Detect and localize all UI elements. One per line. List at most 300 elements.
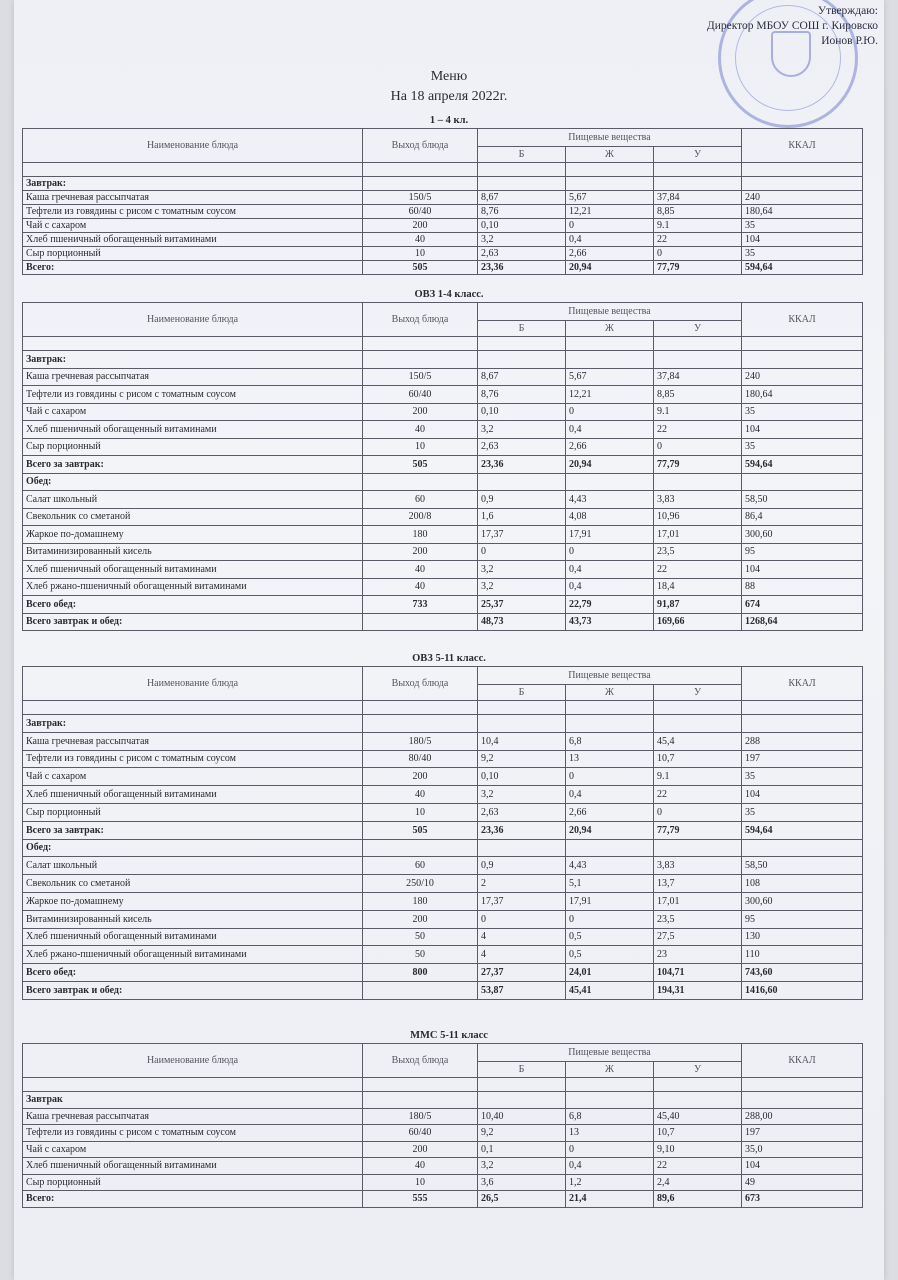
protein-value: 0 [478, 910, 566, 928]
protein-value: 8,67 [478, 368, 566, 386]
protein-value [478, 1092, 566, 1109]
spacer-cell [23, 337, 363, 351]
menu-table [22, 302, 863, 631]
kcal-value: 104 [742, 1158, 863, 1175]
header-nutrients: Пищевые вещества [478, 303, 742, 321]
spacer-cell [566, 337, 654, 351]
dish-output: 80/40 [363, 750, 478, 768]
protein-value: 17,37 [478, 526, 566, 544]
dish-output: 10 [363, 247, 478, 261]
total-row [23, 839, 863, 857]
carb-value: 8,85 [654, 386, 742, 404]
dish-output [363, 839, 478, 857]
header-u: У [654, 321, 742, 337]
protein-value: 27,37 [478, 964, 566, 982]
table-row [23, 247, 863, 261]
kcal-value: 35,0 [742, 1141, 863, 1158]
kcal-value: 110 [742, 946, 863, 964]
table-row [23, 191, 863, 205]
protein-value: 2,63 [478, 247, 566, 261]
dish-output: 505 [363, 456, 478, 474]
kcal-value [742, 351, 863, 369]
table-row [23, 750, 863, 768]
dish-name: Завтрак [23, 1092, 363, 1109]
dish-name: Всего завтрак и обед: [23, 981, 363, 999]
dish-name: Салат школьный [23, 491, 363, 509]
fat-value: 0,4 [566, 786, 654, 804]
table-row [23, 368, 863, 386]
kcal-value: 674 [742, 596, 863, 614]
spacer-cell [478, 163, 566, 177]
total-row [23, 715, 863, 733]
dish-output: 10 [363, 803, 478, 821]
kcal-value: 594,64 [742, 456, 863, 474]
protein-value: 4 [478, 946, 566, 964]
kcal-value: 240 [742, 368, 863, 386]
dish-name: Жаркое по-домашнему [23, 892, 363, 910]
dish-name: Хлеб пшеничный обогащенный витаминами [23, 561, 363, 579]
kcal-value: 240 [742, 191, 863, 205]
carb-value: 45,4 [654, 732, 742, 750]
header-kcal: ККАЛ [742, 667, 863, 701]
fat-value [566, 1092, 654, 1109]
dish-name: Свекольник со сметаной [23, 508, 363, 526]
approval-title: Утверждаю: [817, 5, 878, 17]
approval-signature: Ионов Р.Ю. [821, 35, 878, 47]
header-row [23, 667, 863, 685]
protein-value: 9,2 [478, 750, 566, 768]
kcal-value: 58,50 [742, 857, 863, 875]
kcal-value: 35 [742, 438, 863, 456]
dish-output [363, 981, 478, 999]
spacer-row [23, 1078, 863, 1092]
fat-value: 5,67 [566, 191, 654, 205]
fat-value: 43,73 [566, 613, 654, 631]
section-label: ММС 5-11 класс [410, 1030, 488, 1041]
fat-value: 0,4 [566, 233, 654, 247]
table-row [23, 732, 863, 750]
dish-name: Тефтели из говядины с рисом с томатным соусом [23, 386, 363, 404]
kcal-value: 35 [742, 219, 863, 233]
spacer-cell [478, 701, 566, 715]
fat-value [566, 473, 654, 491]
carb-value: 9.1 [654, 403, 742, 421]
carb-value: 37,84 [654, 368, 742, 386]
kcal-value: 104 [742, 421, 863, 439]
protein-value: 23,36 [478, 261, 566, 275]
carb-value: 2,4 [654, 1174, 742, 1191]
carb-value: 194,31 [654, 981, 742, 999]
dish-name: Всего: [23, 1191, 363, 1208]
dish-name: Сыр порционный [23, 1174, 363, 1191]
spacer-cell [654, 1078, 742, 1092]
dish-output: 180/5 [363, 732, 478, 750]
section-label: ОВЗ 1-4 класс. [414, 289, 484, 300]
protein-value: 0,1 [478, 1141, 566, 1158]
protein-value: 0,10 [478, 219, 566, 233]
kcal-value: 594,64 [742, 261, 863, 275]
spacer-cell [23, 163, 363, 177]
protein-value: 8,76 [478, 386, 566, 404]
header-output: Выход блюда [363, 667, 478, 701]
table-row [23, 233, 863, 247]
kcal-value: 88 [742, 578, 863, 596]
dish-output: 60 [363, 857, 478, 875]
header-kcal: ККАЛ [742, 1044, 863, 1078]
carb-value [654, 473, 742, 491]
header-row [23, 129, 863, 147]
dish-name: Витаминизированный кисель [23, 910, 363, 928]
approval-block [618, 4, 878, 49]
dish-output: 60/40 [363, 1125, 478, 1142]
dish-name: Всего обед: [23, 596, 363, 614]
kcal-value: 86,4 [742, 508, 863, 526]
spacer-row [23, 163, 863, 177]
fat-value: 13 [566, 1125, 654, 1142]
table-row [23, 892, 863, 910]
fat-value: 0,4 [566, 561, 654, 579]
dish-output: 733 [363, 596, 478, 614]
header-kcal: ККАЛ [742, 303, 863, 337]
carb-value: 22 [654, 786, 742, 804]
protein-value [478, 715, 566, 733]
protein-value: 9,2 [478, 1125, 566, 1142]
table-row [23, 1174, 863, 1191]
protein-value: 2,63 [478, 803, 566, 821]
table-row [23, 946, 863, 964]
dish-name: Хлеб пшеничный обогащенный витаминами [23, 928, 363, 946]
carb-value: 10,96 [654, 508, 742, 526]
fat-value: 0,5 [566, 946, 654, 964]
header-output: Выход блюда [363, 1044, 478, 1078]
fat-value: 5,1 [566, 875, 654, 893]
dish-name: Салат школьный [23, 857, 363, 875]
kcal-value: 104 [742, 561, 863, 579]
dish-name: Хлеб ржано-пшеничный обогащенный витаминами [23, 946, 363, 964]
dish-output: 200 [363, 768, 478, 786]
dish-name: Обед: [23, 839, 363, 857]
carb-value: 17,01 [654, 526, 742, 544]
carb-value: 9,10 [654, 1141, 742, 1158]
carb-value: 8,85 [654, 205, 742, 219]
carb-value: 3,83 [654, 491, 742, 509]
fat-value: 2,66 [566, 803, 654, 821]
fat-value: 17,91 [566, 526, 654, 544]
carb-value: 169,66 [654, 613, 742, 631]
table-row [23, 928, 863, 946]
carb-value [654, 351, 742, 369]
table-row [23, 403, 863, 421]
dish-output: 200/8 [363, 508, 478, 526]
fat-value: 5,67 [566, 368, 654, 386]
dish-name: Тефтели из говядины с рисом с томатным соусом [23, 750, 363, 768]
spacer-cell [742, 163, 863, 177]
dish-name: Всего обед: [23, 964, 363, 982]
dish-name: Каша гречневая рассыпчатая [23, 368, 363, 386]
protein-value [478, 473, 566, 491]
dish-output: 200 [363, 403, 478, 421]
spacer-cell [566, 1078, 654, 1092]
carb-value [654, 715, 742, 733]
header-zh: Ж [566, 321, 654, 337]
total-row [23, 456, 863, 474]
spacer-cell [654, 163, 742, 177]
kcal-value [742, 473, 863, 491]
table-row [23, 768, 863, 786]
fat-value: 0 [566, 403, 654, 421]
protein-value: 8,67 [478, 191, 566, 205]
dish-name: Сыр порционный [23, 247, 363, 261]
dish-output: 250/10 [363, 875, 478, 893]
header-nutrients: Пищевые вещества [478, 1044, 742, 1062]
dish-name: Чай с сахаром [23, 403, 363, 421]
total-row [23, 351, 863, 369]
dish-name: Завтрак: [23, 177, 363, 191]
dish-output [363, 715, 478, 733]
table-row [23, 1125, 863, 1142]
dish-output [363, 177, 478, 191]
spacer-cell [742, 1078, 863, 1092]
carb-value: 0 [654, 803, 742, 821]
protein-value: 3,2 [478, 421, 566, 439]
table-row [23, 803, 863, 821]
total-row [23, 1191, 863, 1208]
dish-output: 10 [363, 1174, 478, 1191]
dish-name: Всего: [23, 261, 363, 275]
approval-position: Директор МБОУ СОШ г. Кировско [706, 20, 878, 32]
carb-value: 22 [654, 561, 742, 579]
fat-value: 2,66 [566, 438, 654, 456]
kcal-value [742, 1092, 863, 1109]
fat-value: 0 [566, 768, 654, 786]
fat-value: 2,66 [566, 247, 654, 261]
total-row [23, 177, 863, 191]
carb-value: 37,84 [654, 191, 742, 205]
table-row [23, 857, 863, 875]
carb-value: 77,79 [654, 261, 742, 275]
carb-value [654, 839, 742, 857]
spacer-cell [654, 337, 742, 351]
kcal-value: 108 [742, 875, 863, 893]
dish-name: Хлеб пшеничный обогащенный витаминами [23, 1158, 363, 1175]
fat-value: 0 [566, 543, 654, 561]
protein-value: 3,2 [478, 786, 566, 804]
spacer-cell [363, 337, 478, 351]
dish-name: Сыр порционный [23, 438, 363, 456]
total-row [23, 613, 863, 631]
carb-value: 23,5 [654, 910, 742, 928]
dish-name: Витаминизированный кисель [23, 543, 363, 561]
carb-value: 91,87 [654, 596, 742, 614]
total-row [23, 1092, 863, 1109]
fat-value: 4,43 [566, 491, 654, 509]
fat-value: 6,8 [566, 1108, 654, 1125]
header-nutrients: Пищевые вещества [478, 667, 742, 685]
fat-value: 0,4 [566, 1158, 654, 1175]
dish-name: Завтрак: [23, 715, 363, 733]
dish-output: 40 [363, 561, 478, 579]
fat-value: 22,79 [566, 596, 654, 614]
dish-name: Каша гречневая рассыпчатая [23, 1108, 363, 1125]
header-row [23, 303, 863, 321]
header-name: Наименование блюда [23, 667, 363, 701]
carb-value: 0 [654, 438, 742, 456]
dish-name: Хлеб пшеничный обогащенный витаминами [23, 786, 363, 804]
carb-value: 22 [654, 421, 742, 439]
total-row [23, 473, 863, 491]
carb-value: 3,83 [654, 857, 742, 875]
fat-value: 45,41 [566, 981, 654, 999]
dish-name: Свекольник со сметаной [23, 875, 363, 893]
protein-value: 17,37 [478, 892, 566, 910]
fat-value: 13 [566, 750, 654, 768]
protein-value: 8,76 [478, 205, 566, 219]
dish-output: 200 [363, 543, 478, 561]
table-row [23, 491, 863, 509]
carb-value: 45,40 [654, 1108, 742, 1125]
carb-value: 9.1 [654, 219, 742, 233]
dish-output: 150/5 [363, 368, 478, 386]
table-row [23, 421, 863, 439]
dish-output: 180 [363, 526, 478, 544]
carb-value: 13,7 [654, 875, 742, 893]
fat-value: 0,4 [566, 421, 654, 439]
table-row [23, 786, 863, 804]
fat-value: 0,5 [566, 928, 654, 946]
protein-value: 3,2 [478, 561, 566, 579]
protein-value: 3,6 [478, 1174, 566, 1191]
header-zh: Ж [566, 685, 654, 701]
header-name: Наименование блюда [23, 1044, 363, 1078]
menu-table [22, 666, 863, 1000]
fat-value: 20,94 [566, 821, 654, 839]
header-nutrients: Пищевые вещества [478, 129, 742, 147]
protein-value [478, 839, 566, 857]
kcal-value: 180,64 [742, 205, 863, 219]
section-label: ОВЗ 5-11 класс. [412, 653, 486, 664]
protein-value: 10,4 [478, 732, 566, 750]
dish-output: 40 [363, 578, 478, 596]
dish-name: Хлеб пшеничный обогащенный витаминами [23, 421, 363, 439]
dish-output: 60 [363, 491, 478, 509]
header-kcal: ККАЛ [742, 129, 863, 163]
dish-name: Чай с сахаром [23, 1141, 363, 1158]
dish-name: Тефтели из говядины с рисом с томатным соусом [23, 205, 363, 219]
header-zh: Ж [566, 1062, 654, 1078]
header-b: Б [478, 685, 566, 701]
dish-output: 40 [363, 233, 478, 247]
protein-value: 0,9 [478, 857, 566, 875]
carb-value: 22 [654, 233, 742, 247]
protein-value: 4 [478, 928, 566, 946]
protein-value: 23,36 [478, 821, 566, 839]
dish-output: 200 [363, 910, 478, 928]
dish-output: 150/5 [363, 191, 478, 205]
table-row [23, 219, 863, 233]
kcal-value: 95 [742, 543, 863, 561]
spacer-row [23, 701, 863, 715]
kcal-value: 35 [742, 403, 863, 421]
kcal-value: 288,00 [742, 1108, 863, 1125]
protein-value: 10,40 [478, 1108, 566, 1125]
dish-name: Хлеб пшеничный обогащенный витаминами [23, 233, 363, 247]
spacer-cell [363, 701, 478, 715]
dish-name: Всего за завтрак: [23, 456, 363, 474]
spacer-cell [742, 337, 863, 351]
dish-output: 60/40 [363, 205, 478, 219]
table-row [23, 910, 863, 928]
kcal-value: 104 [742, 786, 863, 804]
fat-value: 21,4 [566, 1191, 654, 1208]
kcal-value: 197 [742, 1125, 863, 1142]
document-date: На 18 апреля 2022г. [390, 89, 508, 104]
total-row [23, 596, 863, 614]
spacer-row [23, 337, 863, 351]
carb-value: 0 [654, 247, 742, 261]
dish-output: 200 [363, 1141, 478, 1158]
dish-output: 40 [363, 421, 478, 439]
kcal-value: 35 [742, 768, 863, 786]
header-output: Выход блюда [363, 303, 478, 337]
document-title: Меню [430, 69, 468, 84]
spacer-cell [566, 701, 654, 715]
header-u: У [654, 147, 742, 163]
dish-output [363, 613, 478, 631]
spacer-cell [363, 1078, 478, 1092]
carb-value: 23 [654, 946, 742, 964]
spacer-cell [654, 701, 742, 715]
header-u: У [654, 685, 742, 701]
protein-value: 3,2 [478, 233, 566, 247]
fat-value: 12,21 [566, 205, 654, 219]
dish-name: Чай с сахаром [23, 219, 363, 233]
header-b: Б [478, 321, 566, 337]
carb-value [654, 1092, 742, 1109]
dish-output: 555 [363, 1191, 478, 1208]
protein-value: 0,10 [478, 768, 566, 786]
spacer-cell [23, 1078, 363, 1092]
kcal-value: 95 [742, 910, 863, 928]
kcal-value: 130 [742, 928, 863, 946]
dish-name: Всего за завтрак: [23, 821, 363, 839]
protein-value: 3,2 [478, 578, 566, 596]
spacer-cell [23, 701, 363, 715]
dish-output [363, 351, 478, 369]
kcal-value: 743,60 [742, 964, 863, 982]
carb-value: 89,6 [654, 1191, 742, 1208]
carb-value: 27,5 [654, 928, 742, 946]
dish-output [363, 473, 478, 491]
protein-value: 0,9 [478, 491, 566, 509]
carb-value: 10,7 [654, 1125, 742, 1142]
carb-value: 17,01 [654, 892, 742, 910]
fat-value: 20,94 [566, 456, 654, 474]
table-row [23, 1141, 863, 1158]
table-row [23, 526, 863, 544]
kcal-value: 180,64 [742, 386, 863, 404]
spacer-cell [478, 337, 566, 351]
fat-value: 20,94 [566, 261, 654, 275]
kcal-value: 288 [742, 732, 863, 750]
protein-value: 25,37 [478, 596, 566, 614]
dish-output: 505 [363, 821, 478, 839]
fat-value [566, 351, 654, 369]
spacer-cell [566, 163, 654, 177]
dish-output: 800 [363, 964, 478, 982]
fat-value: 0,4 [566, 578, 654, 596]
table-row [23, 386, 863, 404]
carb-value: 22 [654, 1158, 742, 1175]
